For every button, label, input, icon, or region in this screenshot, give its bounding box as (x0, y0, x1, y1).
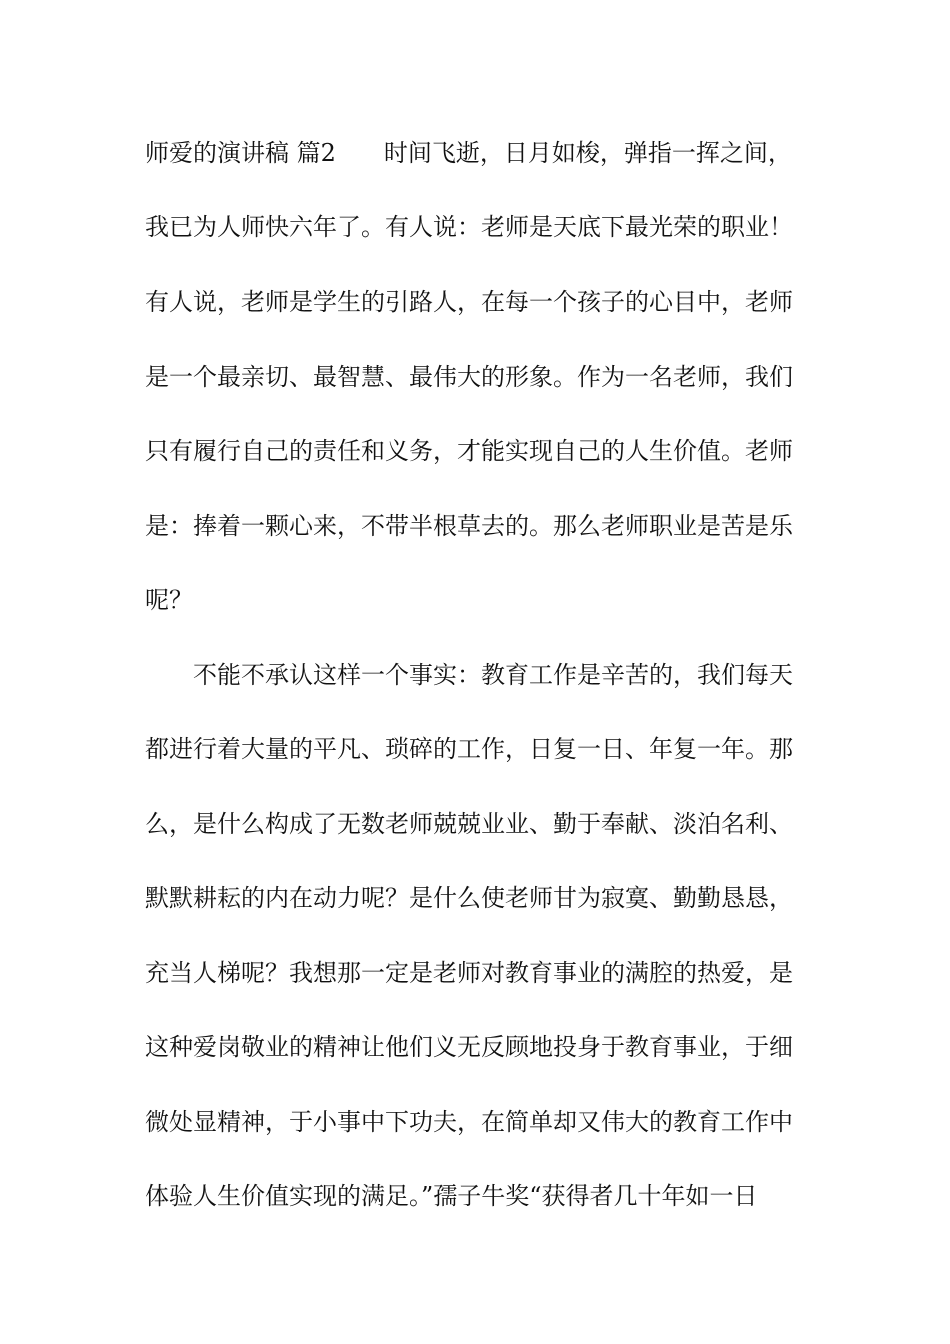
text-line: 是：捧着一颗心来，不带半根草去的。那么老师职业是苦是乐 (145, 512, 793, 540)
text-line: 充当人梯呢？我想那一定是老师对教育事业的满腔的热爱，是 (145, 959, 793, 987)
text-line: 微处显精神，于小事中下功夫，在简单却又伟大的教育工作中 (145, 1108, 793, 1136)
text-line: 体验人生价值实现的满足。”孺子牛奖“获得者几十年如一日 (145, 1182, 758, 1210)
text-line: 默默耕耘的内在动力呢？是什么使老师甘为寂寞、勤勤恳恳， (145, 884, 793, 912)
text-line: 么，是什么构成了无数老师兢兢业业、勤于奉献、淡泊名利、 (145, 810, 793, 838)
text-line: 呢？ (145, 586, 193, 614)
text-line: 我已为人师快六年了。有人说：老师是天底下最光荣的职业！ (145, 213, 793, 241)
text-line: 不能不承认这样一个事实：教育工作是辛苦的，我们每天 (145, 661, 793, 689)
text-line: 是一个最亲切、最智慧、最伟大的形象。作为一名老师，我们 (145, 363, 793, 391)
text-line: 师爱的演讲稿 篇2 时间飞逝，日月如梭，弹指一挥之间， (145, 139, 792, 167)
text-line: 有人说，老师是学生的引路人，在每一个孩子的心目中，老师 (145, 288, 793, 316)
text-line: 这种爱岗敬业的精神让他们义无反顾地投身于教育事业，于细 (145, 1033, 793, 1061)
text-line: 都进行着大量的平凡、琐碎的工作，日复一日、年复一年。那 (145, 735, 793, 763)
text-line: 只有履行自己的责任和义务，才能实现自己的人生价值。老师 (145, 437, 793, 465)
